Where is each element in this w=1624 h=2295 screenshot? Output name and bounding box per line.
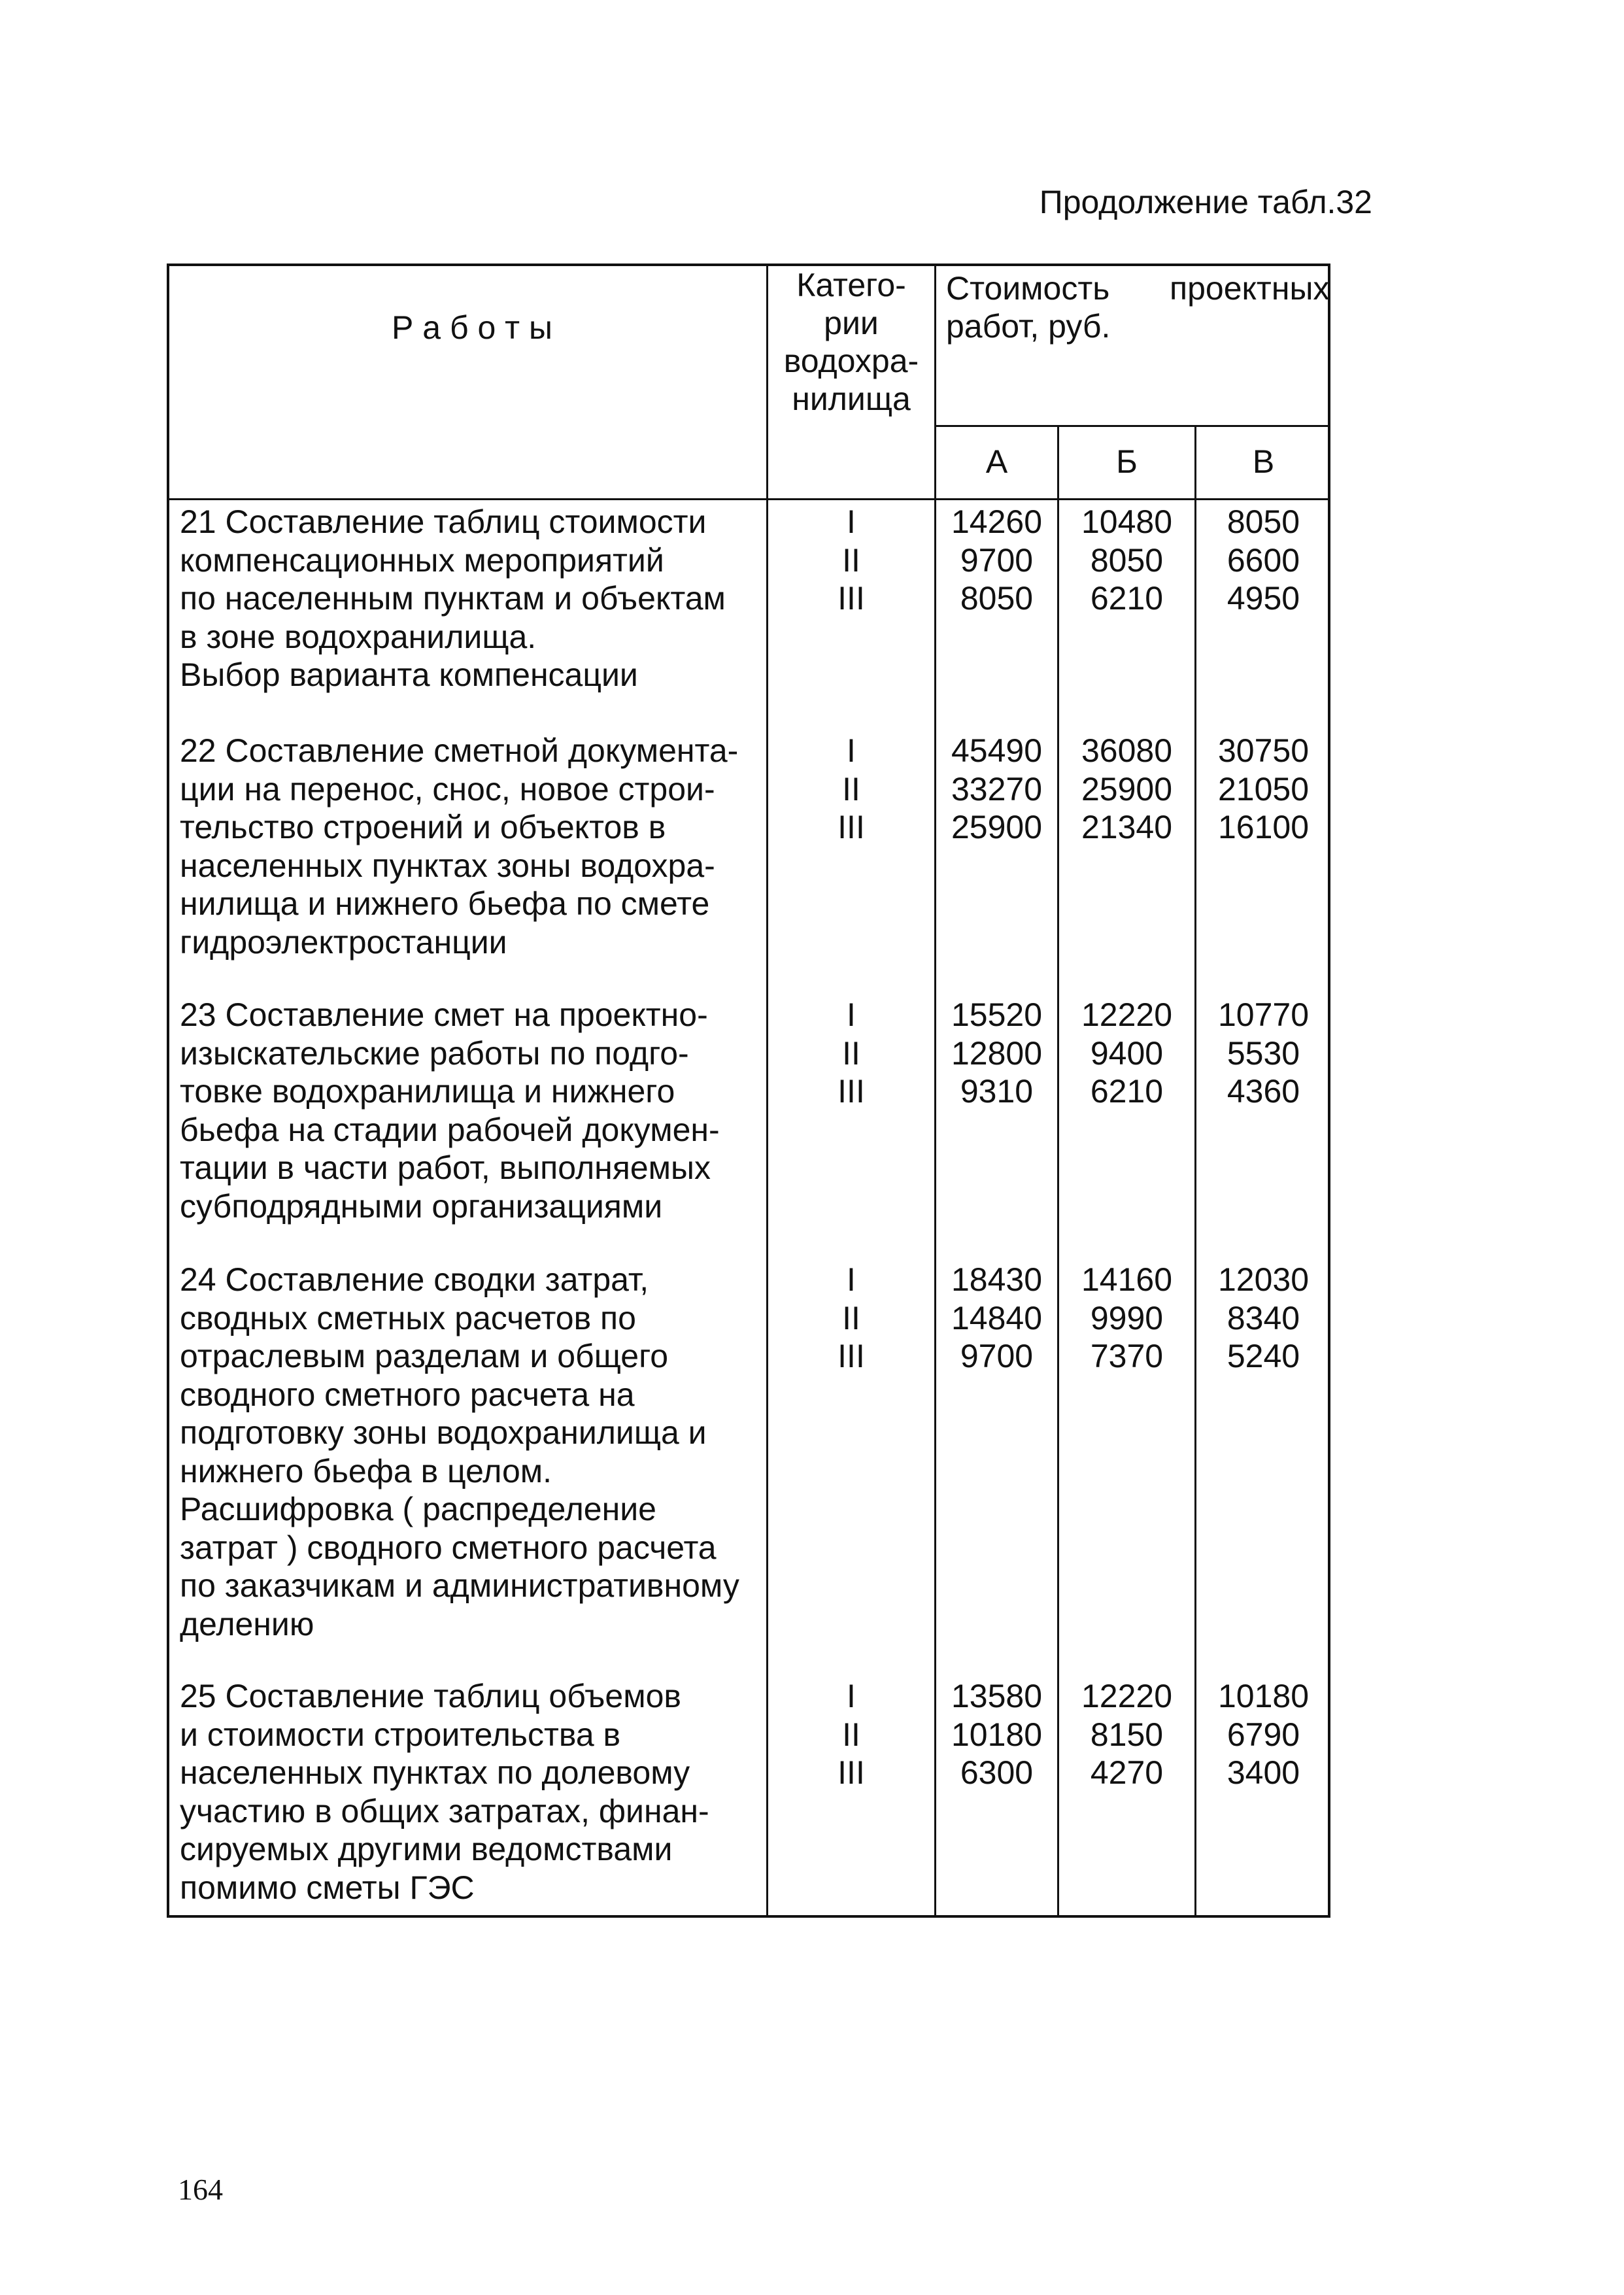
work-line: сируемых другими ведомствами [180,1831,673,1867]
page-number: 164 [178,2173,223,2206]
work-line: 24 Составление сводки затрат, [180,1261,649,1298]
cost-value: 10180 [951,1716,1043,1753]
row-24-col-a [936,1261,1057,1376]
header-subdivider [934,425,1330,427]
work-line: затрат ) сводного сметного расчета [180,1529,717,1566]
header-works: Р а б о т ы [392,309,552,346]
work-line: тации в части работ, выполняемых [180,1149,711,1186]
row-21-categories [768,503,934,618]
header-category-line: рии [824,305,879,341]
work-line: субподрядными организациями [180,1187,663,1225]
row-24-categories [768,1261,934,1376]
cost-value: 45490 [951,732,1043,769]
cost-value: 8150 [1090,1716,1164,1753]
cost-value: 12800 [951,1034,1043,1072]
row-22-col-v [1196,732,1330,847]
category-value: II [842,541,860,579]
row-22-col-b [1059,732,1194,847]
cost-value: 8050 [1226,503,1300,540]
work-line: в зоне водохранилища. [180,618,537,655]
work-line: Выбор варианта компенсации [180,656,638,693]
work-line: помимо сметы ГЭС [180,1869,475,1906]
work-line: нилища и нижнего бьефа по смете [180,885,710,922]
cost-value: 10180 [1217,1678,1310,1714]
header-cost-line2: работ, руб. [946,308,1111,345]
cost-value: 16100 [1217,809,1310,845]
cost-value: 6790 [1226,1716,1300,1753]
row-23-col-a [936,996,1057,1111]
cost-table [167,264,1330,1918]
category-value: I [847,996,856,1033]
cost-value: 12030 [1217,1261,1310,1298]
cost-value: 14260 [951,503,1043,540]
work-line: ции на перенос, снос, новое строи- [180,770,715,808]
cost-value: 21050 [1217,770,1310,808]
category-value: III [837,1754,865,1791]
header-category-line: Катего- [796,267,906,303]
category-value: III [837,809,865,845]
cost-value: 4360 [1226,1073,1300,1110]
work-line: компенсационных мероприятий [180,541,664,579]
cost-value: 4270 [1090,1754,1164,1791]
work-line: 25 Составление таблиц объемов [180,1678,681,1714]
header-cost-left: Стоимость [946,270,1110,307]
work-line: бьефа на стадии рабочей докумен- [180,1111,720,1148]
row-24-works [180,1261,768,1643]
category-value: III [837,1338,865,1374]
cost-value: 6210 [1090,1073,1164,1110]
cost-value: 10770 [1217,996,1310,1033]
work-line: изыскательские работы по подго- [180,1034,689,1072]
cost-value: 18430 [951,1261,1043,1298]
cost-value: 25900 [1081,770,1173,808]
cost-value: 9700 [960,1338,1034,1374]
cost-value: 36080 [1081,732,1173,769]
category-value: II [842,1299,860,1336]
category-value: II [842,1034,860,1072]
category-value: I [847,1678,856,1714]
row-21-col-a [936,503,1057,618]
row-22-col-a [936,732,1057,847]
category-value: II [842,1716,860,1753]
cost-value: 8050 [1090,541,1164,579]
cost-value: 8050 [960,580,1034,617]
header-bottom-line [169,498,1330,500]
cost-value: 9990 [1090,1299,1164,1336]
cost-value: 14840 [951,1299,1043,1336]
category-value: I [847,732,856,769]
category-value: III [837,1073,865,1110]
cost-value: 14160 [1081,1261,1173,1298]
cost-value: 21340 [1081,809,1173,845]
work-line: Расшифровка ( распределение [180,1491,656,1527]
work-line: 23 Составление смет на проектно- [180,996,708,1033]
work-line: населенных пунктах по долевому [180,1754,690,1791]
cost-value: 9700 [960,541,1034,579]
category-value: I [847,1261,856,1298]
cost-value: 5530 [1226,1034,1300,1072]
cost-value: 13580 [951,1678,1043,1714]
work-line: подготовку зоны водохранилища и [180,1414,707,1451]
header-category-line: водохра- [783,343,919,379]
cost-value: 6600 [1226,541,1300,579]
work-line: и стоимости строительства в [180,1716,621,1753]
row-25-categories [768,1677,934,1792]
row-25-col-v [1196,1677,1330,1792]
cost-value: 25900 [951,809,1043,845]
work-line: делению [180,1605,314,1642]
work-line: населенных пунктах зоны водохра- [180,847,715,884]
row-21-col-b [1059,503,1194,618]
work-line: тельство строений и объектов в [180,809,666,845]
row-21-works [180,503,768,694]
work-line: сводных сметных расчетов по [180,1299,636,1336]
work-line: 21 Составление таблиц стоимости [180,503,707,540]
work-line: по заказчикам и административному [180,1567,739,1604]
row-24-col-v [1196,1261,1330,1376]
row-24-col-b [1059,1261,1194,1376]
header-cost-right: проектных [1170,270,1330,307]
work-line: 22 Составление сметной документа- [180,732,739,769]
header-col-b: Б [1116,443,1138,480]
header-col-v: В [1252,443,1275,480]
row-25-col-b [1059,1677,1194,1792]
cost-value: 6210 [1090,580,1164,617]
cost-value: 10480 [1081,503,1173,540]
cost-value: 3400 [1226,1754,1300,1791]
row-23-categories [768,996,934,1111]
row-21-col-v [1196,503,1330,618]
cost-value: 12220 [1081,996,1173,1033]
cost-value: 12220 [1081,1678,1173,1714]
cost-value: 6300 [960,1754,1034,1791]
cost-value: 33270 [951,770,1043,808]
work-line: гидроэлектростанции [180,923,507,960]
work-line: по населенным пунктам и объектам [180,580,726,617]
header-col-a: А [985,443,1008,480]
work-line: нижнего бьефа в целом. [180,1452,552,1489]
row-22-works [180,732,768,961]
header-category-line: нилища [792,381,911,417]
cost-value: 9400 [1090,1034,1164,1072]
cost-value: 5240 [1226,1338,1300,1374]
row-23-col-v [1196,996,1330,1111]
category-value: I [847,503,856,540]
row-23-works [180,996,768,1225]
category-value: III [837,580,865,617]
cost-value: 7370 [1090,1338,1164,1374]
work-line: отраслевым разделам и общего [180,1338,669,1374]
cost-value: 15520 [951,996,1043,1033]
row-25-col-a [936,1677,1057,1792]
header-category [770,266,933,418]
category-value: II [842,770,860,808]
row-22-categories [768,732,934,847]
cost-value: 8340 [1226,1299,1300,1336]
cost-value: 9310 [960,1073,1034,1110]
work-line: участию в общих затратах, финан- [180,1792,709,1829]
cost-value: 4950 [1226,580,1300,617]
cost-value: 30750 [1217,732,1310,769]
work-line: товке водохранилища и нижнего [180,1073,675,1110]
table-caption: Продолжение табл.32 [1039,184,1372,220]
row-25-works [180,1677,768,1907]
work-line: сводного сметного расчета на [180,1376,635,1413]
row-23-col-b [1059,996,1194,1111]
